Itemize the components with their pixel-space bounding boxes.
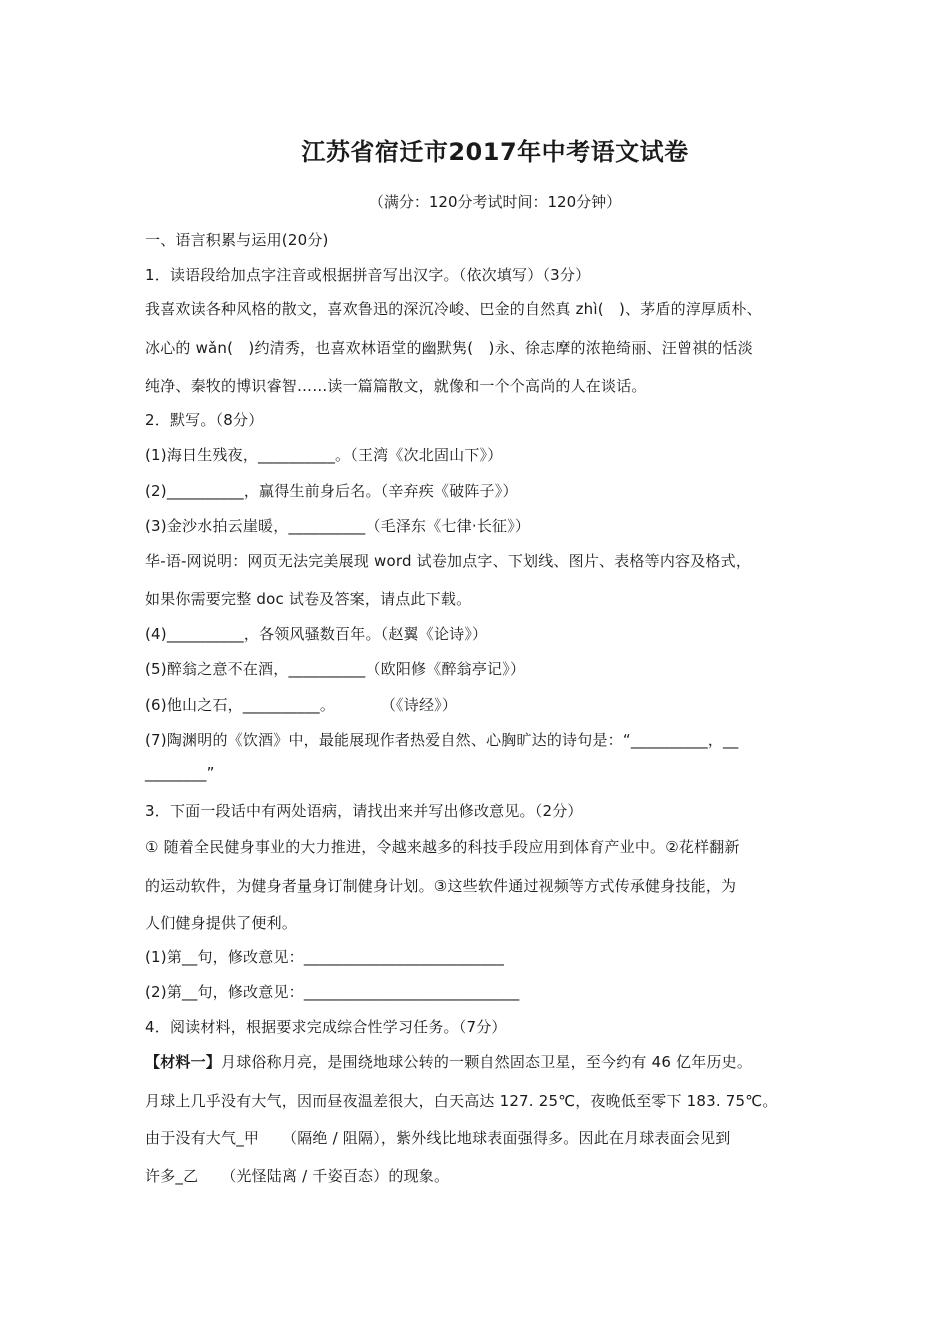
material-1-line	[145, 1051, 825, 1072]
dictation-item: (1)海日生残夜，__________。（王湾《次北固山下》）	[145, 446, 503, 464]
dictation-item: (7)陶渊明的《饮酒》中，最能展现作者热爱自然、心胸旷达的诗句是：“__________，__	[145, 731, 739, 749]
question-1-passage-line: 冰心的 wǎn( )约清秀，也喜欢林语堂的幽默隽( )永、徐志摩的浓艳绮丽、汪曾祺的恬淡	[145, 339, 753, 357]
dictation-item: (2)__________，赢得生前身后名。（辛弃疾《破阵子》）	[145, 482, 518, 500]
material-1-line: 月球上几乎没有大气，因而昼夜温差很大，白天高达 127. 25℃，夜晚低至零下 183. 75℃。	[145, 1092, 778, 1110]
answer-line: (1)第__句，修改意见：__________________________	[145, 948, 505, 966]
exam-subtitle: （满分：120分考试时间：120分钟）	[368, 193, 622, 211]
download-note: 华-语-网说明：网页无法完美展现 word 试卷加点字、下划线、图片、表格等内容及格式，	[145, 552, 752, 570]
dictation-item: (3)金沙水拍云崖暖，__________（毛泽东《七律·长征》）	[145, 517, 531, 535]
dictation-item: (6)他山之石，__________。 （《诗经》）	[145, 696, 458, 714]
material-1-text: 月球俗称月亮，是围绕地球公转的一颗自然固态卫星，至今约有 46 亿年历史。	[221, 1053, 753, 1071]
material-1-line: 由于没有大气_甲 （隔绝 / 阻隔），紫外线比地球表面强得多。因此在月球表面会见到	[145, 1129, 731, 1147]
download-note-link[interactable]: 如果你需要完整 doc 试卷及答案，请点此下载。	[145, 590, 472, 608]
question-3-passage-line: 人们健身提供了便利。	[145, 914, 298, 932]
exam-title: 江苏省宿迁市2017年中考语文试卷	[301, 138, 689, 166]
dictation-item: (4)__________，各领风骚数百年。（赵翼《论诗》）	[145, 625, 488, 643]
question-3-stem: 3．下面一段话中有两处语病，请找出来并写出修改意见。（2分）	[145, 802, 583, 820]
question-1-passage-line: 纯净、秦牧的博识睿智……读一篇篇散文，就像和一个个高尚的人在谈话。	[145, 377, 647, 395]
question-1-passage-line: 我喜欢读各种风格的散文，喜欢鲁迅的深沉冷峻、巴金的自然真 zhì( )、茅盾的淳厚质朴、	[145, 300, 762, 318]
dictation-item: (5)醉翁之意不在酒，__________（欧阳修《醉翁亭记》）	[145, 660, 526, 678]
answer-line: (2)第__句，修改意见：____________________________	[145, 983, 520, 1001]
question-3-passage-line: 的运动软件，为健身者量身订制健身计划。③这些软件通过视频等方式传承健身技能，为	[145, 877, 737, 895]
material-1-line: 许多_乙 （光怪陆离 / 千姿百态）的现象。	[145, 1167, 450, 1185]
question-3-passage-line: ① 随着全民健身事业的大力推进，令越来越多的科技手段应用到体育产业中。②花样翻新	[145, 838, 740, 856]
question-4-stem: 4．阅读材料，根据要求完成综合性学习任务。（7分）	[145, 1018, 507, 1036]
section-heading: 一、语言积累与运用(20分)	[145, 231, 329, 249]
dictation-item-continued: ________”	[145, 764, 215, 782]
material-1-label: 【材料一】	[145, 1053, 222, 1071]
question-1-stem: 1．读语段给加点字注音或根据拼音写出汉字。（依次填写）（3分）	[145, 266, 591, 284]
question-2-stem: 2．默写。（8分）	[145, 411, 264, 429]
